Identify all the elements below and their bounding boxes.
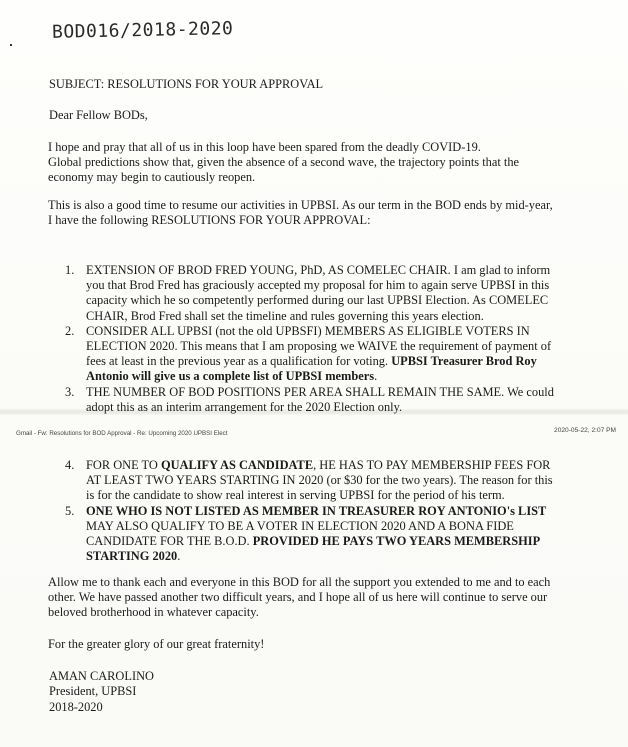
resolution-text: , HE HAS TO PAY MEMBERSHIP FEES FOR [313, 458, 551, 472]
resolution-line [86, 354, 610, 369]
salutation: Dear Fellow BODs, [49, 108, 148, 122]
resolution-line: EXTENSION OF BROD FRED YOUNG, PhD, AS COMELEC CHAIR. I am glad to inform [86, 263, 551, 277]
resolutions-list-page1 [65, 263, 610, 415]
resolution-item [65, 385, 610, 415]
signature-name: AMAN CAROLINO [49, 669, 154, 683]
resolution-number: 3. [65, 384, 75, 399]
resolution-number: 2. [65, 323, 75, 338]
resolution-text: CANDIDATE FOR THE B.O.D. [86, 534, 253, 549]
resolution-line: adopt this as an interim arrangement for the 2020 Election only. [86, 399, 403, 414]
closing-paragraph [48, 575, 613, 621]
resume-activities-paragraph [48, 198, 608, 228]
resolution-bold-text: ONE WHO IS NOT LISTED AS MEMBER IN TREASURER ROY ANTONIO's LIST [86, 503, 547, 518]
resolution-item [65, 263, 610, 324]
resolution-bold-text: QUALIFY AS CANDIDATE [160, 458, 314, 472]
resolution-line: AT LEAST TWO YEARS STARTING IN 2020 (or $30 for the two years). The reason for this [86, 473, 553, 488]
resolution-bold-text: STARTING 2020 [86, 549, 178, 564]
resolution-item [65, 504, 610, 565]
resolution-line: THE NUMBER OF BOD POSITIONS PER AREA SHALL REMAIN THE SAME. We could [86, 384, 554, 399]
closing-line: Allow me to thank each and everyone in this BOD for all the support you extended to me and to each [48, 575, 551, 589]
handwritten-doc-ref: BOD016/2018-2020 [51, 18, 234, 43]
intro-paragraph [48, 140, 608, 186]
greater-glory-line: For the greater glory of our great fraternity! [48, 637, 265, 651]
signature-term: 2018-2020 [49, 699, 103, 714]
resolution-line [86, 369, 610, 384]
para2-line: I have the following RESOLUTIONS FOR YOUR APPROVAL: [48, 213, 371, 228]
intro-line: I hope and pray that all of us in this loop have been spared from the deadly COVID-19. [48, 140, 481, 154]
resolution-period: . [177, 549, 181, 564]
intro-line: Global predictions show that, given the absence of a second wave, the trajectory points that the [48, 155, 520, 170]
resolutions-list-page2 [65, 458, 610, 564]
resolution-number: 1. [65, 263, 75, 277]
resolution-item [65, 324, 610, 385]
resolution-line: you that Brod Fred has graciously accepted my proposal for him to again serve UPBSI in this [86, 278, 550, 293]
resolution-line [86, 534, 610, 549]
margin-mark [10, 44, 12, 46]
resolution-number: 5. [65, 503, 75, 518]
signature-block [49, 669, 154, 715]
para2-line: This is also a good time to resume our activities in UPBSI. As our term in the BOD ends by mid-year, [48, 198, 553, 212]
resolution-line [86, 458, 610, 473]
signature-title: President, UPBSI [49, 684, 137, 699]
resolution-period: . [374, 369, 378, 384]
gmail-print-date: 2020-05-22, 2:07 PM [554, 427, 616, 434]
resolution-number: 4. [65, 458, 75, 472]
intro-line: economy may begin to cautiously reopen. [48, 170, 256, 185]
resolution-bold-text: Antonio will give us a complete list of UPBSI members [86, 369, 375, 384]
resolution-line: capacity which he so competently performed during our last UPBSI Election. As COMELEC [86, 293, 549, 308]
resolution-line: ELECTION 2020. This means that I am proposing we WAIVE the requirement of payment of [86, 339, 552, 354]
resolution-text: FOR ONE TO [86, 458, 161, 472]
closing-line: other. We have passed another two difficult years, and I hope all of us here will continue to serve our [48, 590, 548, 605]
resolution-line [86, 549, 610, 564]
gmail-print-title: Gmail - Fw: Resolutions for BOD Approval - Re: Upcoming 2020 UPBSI Elect [16, 430, 228, 437]
resolution-text: fees at least in the previous year as a qualification for voting. [86, 354, 389, 369]
resolution-item [65, 458, 610, 504]
resolution-line [86, 504, 610, 519]
resolution-line: CHAIR, Brod Fred shall set the timeline and rules governing this years election. [86, 308, 484, 323]
resolution-line: is for the candidate to show real interest in serving UPBSI for the period of his term. [86, 488, 505, 503]
resolution-line: MAY ALSO QUALIFY TO BE A VOTER IN ELECTION 2020 AND A BONA FIDE [86, 518, 514, 533]
resolution-line: CONSIDER ALL UPBSI (not the old UPBSFI) MEMBERS AS ELIGIBLE VOTERS IN [86, 323, 530, 338]
gmail-print-header [16, 427, 616, 437]
resolution-bold-text: PROVIDED HE PAYS TWO YEARS MEMBERSHIP [252, 534, 541, 549]
closing-line: beloved brotherhood in whatever capacity. [48, 605, 259, 620]
subject-line: SUBJECT: RESOLUTIONS FOR YOUR APPROVAL [49, 77, 324, 91]
resolution-bold-text: UPBSI Treasurer Brod Roy [391, 354, 537, 369]
